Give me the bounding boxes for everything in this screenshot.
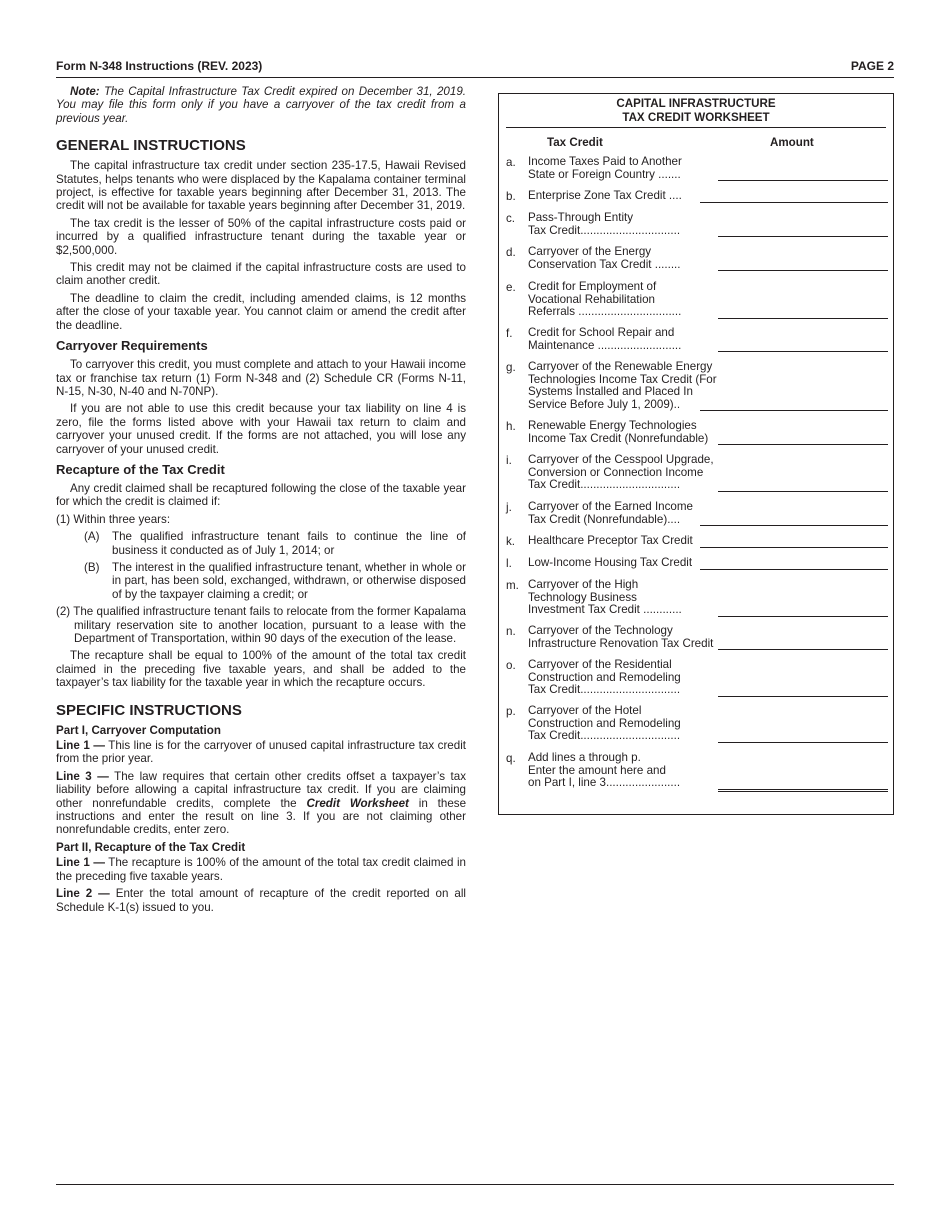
worksheet-row [506, 190, 888, 205]
worksheet-row [506, 420, 888, 447]
recapture-paragraph: Any credit claimed shall be recaptured following the close of the taxable year for which the credit is claimed if: [56, 481, 466, 509]
amount-input-line[interactable] [700, 410, 888, 411]
amount-input-line[interactable] [700, 547, 888, 548]
recapture-item-2: (2) The qualified infrastructure tenant fails to relocate from the former Kapalama military reservation site to another location, pursuant to a lease with the Department of Transportation, within 90 days of the execution of the lease. [56, 605, 466, 645]
worksheet-row [506, 501, 888, 528]
worksheet-row-description: Carryover of the Residential Construction and Remodeling Tax Credit............................... [528, 658, 681, 697]
worksheet-row-letter: d. [506, 246, 516, 259]
worksheet-row-letter: g. [506, 361, 516, 374]
worksheet-row-letter: b. [506, 190, 516, 203]
worksheet-row-description: Add lines a through p. Enter the amount here and on Part I, line 3....................... [528, 751, 681, 790]
worksheet-row [506, 535, 888, 550]
amount-input-line[interactable] [700, 525, 888, 526]
amount-input-line[interactable] [700, 202, 888, 203]
worksheet-row [506, 281, 888, 321]
general-paragraph: This credit may not be claimed if the capital infrastructure costs are used to claim another credit. [56, 261, 466, 288]
worksheet-row-letter: l. [506, 557, 512, 570]
worksheet-row [506, 752, 888, 792]
amount-input-line[interactable] [718, 696, 888, 697]
recapture-paragraph: The recapture shall be equal to 100% of the amount of the total tax credit claimed in the preceding five taxable years, and shall be added to the taxpayer’s tax liability for the taxable year in which the recapture occurs. [56, 649, 466, 690]
worksheet-row-description: Credit for Employment of Vocational Rehabilitation Referrals ................................ [528, 280, 682, 319]
worksheet-title: CAPITAL INFRASTRUCTURE TAX CREDIT WORKSHEET [506, 97, 886, 128]
recapture-heading: Recapture of the Tax Credit [56, 461, 225, 477]
worksheet-row-letter: m. [506, 579, 519, 592]
worksheet-row-description: Income Taxes Paid to Another State or Foreign Country ....... [528, 155, 682, 181]
amount-input-line[interactable] [718, 742, 888, 743]
worksheet-row-description: Pass-Through Entity Tax Credit............................... [528, 211, 681, 237]
amount-input-line[interactable] [718, 180, 888, 181]
worksheet-row-letter: n. [506, 625, 516, 638]
worksheet-row [506, 659, 888, 699]
recapture-subitem-b: (B) The interest in the qualified infrastructure tenant, whether in whole or in part, has been sold, exchanged, withdrawn, or otherwise disposed of by the taxpayer claiming a credit; or [84, 560, 466, 601]
part1-line3-instruction: Line 3 — The law requires that certain other credits offset a taxpayer’s tax liability before allowing a capital infrastructure tax credit. If you are claiming other nonrefundable credits, complete the Credit Worksheet in these instructions and enter the result on line 3. If you are not claiming other nonrefundable credits, enter zero. [56, 769, 467, 837]
page-number: PAGE 2 [850, 59, 894, 73]
amount-input-line[interactable] [700, 569, 888, 570]
tax-credit-worksheet [498, 93, 894, 815]
worksheet-row [506, 705, 888, 745]
worksheet-row-letter: c. [506, 212, 516, 225]
worksheet-row [506, 246, 888, 273]
worksheet-row [506, 454, 888, 494]
general-instructions-heading: GENERAL INSTRUCTIONS [56, 137, 246, 155]
worksheet-row-letter: p. [506, 705, 516, 718]
worksheet-row-letter: k. [506, 535, 516, 548]
worksheet-row [506, 156, 888, 183]
worksheet-row-description: Carryover of the Technology Infrastructure Renovation Tax Credit [528, 624, 714, 650]
page-header [56, 59, 894, 78]
worksheet-row [506, 557, 888, 572]
worksheet-row-letter: q. [506, 752, 516, 765]
footer-rule [56, 1184, 894, 1185]
worksheet-row [506, 327, 888, 354]
worksheet-row-letter: e. [506, 281, 516, 294]
general-paragraph: The capital infrastructure tax credit under section 235-17.5, Hawaii Revised Statutes, helps tenants who were displaced by the Kapalama container terminal project, is effective for taxable years beginning after December 31, 2013. The credit will not be available for taxable years beginning after December 31, 2019. [56, 159, 466, 213]
worksheet-row-description: Credit for School Repair and Maintenance .......................... [528, 326, 682, 352]
worksheet-row-description: Carryover of the Energy Conservation Tax Credit ........ [528, 245, 681, 271]
worksheet-row-letter: f. [506, 327, 513, 340]
amount-input-line[interactable] [718, 616, 888, 617]
carryover-heading: Carryover Requirements [56, 338, 208, 354]
carryover-paragraph: To carryover this credit, you must complete and attach to your Hawaii income tax or franchise tax return (1) Form N-348 and (2) Schedule CR (Forms N-11, N-15, N-30, N-40 and N-70NP). [56, 358, 466, 398]
worksheet-row-letter: a. [506, 156, 516, 169]
column-header-tax-credit: Tax Credit [547, 136, 603, 149]
worksheet-row-description: Enterprise Zone Tax Credit .... [528, 189, 682, 202]
worksheet-row-letter: h. [506, 420, 516, 433]
worksheet-row [506, 625, 888, 652]
part-2-heading: Part II, Recapture of the Tax Credit [56, 840, 246, 854]
amount-input-line[interactable] [718, 444, 888, 445]
part2-line2-instruction: Line 2 — Enter the total amount of recapture of the credit reported on all Schedule K-1(s) issued to you. [56, 887, 466, 914]
amount-input-line[interactable] [718, 491, 888, 492]
form-title: Form N-348 Instructions (REV. 2023) [56, 59, 263, 73]
worksheet-row-letter: i. [506, 454, 512, 467]
worksheet-row-description: Carryover of the High Technology Business Investment Tax Credit ............ [528, 578, 682, 617]
worksheet-row-description: Carryover of the Earned Income Tax Credit (Nonrefundable).... [528, 500, 693, 526]
expiration-note: Note: The Capital Infrastructure Tax Credit expired on December 31, 2019. You may file this form only if you have a carryover of the tax credit from a previous year. [56, 85, 466, 125]
amount-input-line[interactable] [718, 649, 888, 650]
worksheet-row [506, 361, 888, 413]
worksheet-row-letter: j. [506, 501, 512, 514]
worksheet-row [506, 579, 888, 619]
carryover-paragraph: If you are not able to use this credit because your tax liability on line 4 is zero, file the forms listed above with your Hawaii tax return to claim and carryover your unused credit. If the forms are not attached, you will lose any carryover of your unused credit. [56, 402, 466, 456]
general-paragraph: The deadline to claim the credit, including amended claims, is 12 months after the close of your taxable year. You cannot claim or amend the credit after the deadline. [56, 291, 466, 332]
amount-input-line[interactable] [718, 270, 888, 271]
general-paragraph: The tax credit is the lesser of 50% of the capital infrastructure costs paid or incurred by a qualified infrastructure tenant during the taxable year or $2,500,000. [56, 216, 466, 257]
instructions-column [56, 85, 466, 918]
recapture-item-1: (1) Within three years: [56, 512, 171, 526]
amount-input-line[interactable] [718, 318, 888, 319]
worksheet-row-description: Carryover of the Hotel Construction and Remodeling Tax Credit............................... [528, 704, 681, 743]
worksheet-row [506, 212, 888, 239]
amount-input-line[interactable] [718, 351, 888, 352]
worksheet-row-description: Carryover of the Renewable Energy Technologies Income Tax Credit (For Systems Installed and Placed In Service Before July 1, 2009).. [528, 360, 717, 411]
worksheet-row-description: Healthcare Preceptor Tax Credit [528, 534, 693, 547]
amount-input-line[interactable] [718, 236, 888, 237]
part1-line1-instruction: Line 1 — This line is for the carryover of unused capital infrastructure tax credit from the prior year. [56, 739, 466, 766]
worksheet-row-description: Renewable Energy Technologies Income Tax Credit (Nonrefundable) [528, 419, 709, 445]
worksheet-row-letter: o. [506, 659, 516, 672]
amount-input-line[interactable] [718, 789, 888, 792]
worksheet-row-description: Carryover of the Cesspool Upgrade, Conversion or Connection Income Tax Credit............................... [528, 453, 714, 492]
worksheet-row-description: Low-Income Housing Tax Credit [528, 556, 693, 569]
specific-instructions-heading: SPECIFIC INSTRUCTIONS [56, 701, 242, 719]
part-1-heading: Part I, Carryover Computation [56, 723, 221, 737]
column-header-amount: Amount [770, 136, 814, 149]
recapture-subitem-a: (A) The qualified infrastructure tenant fails to continue the line of business it conducted as of July 1, 2014; or [84, 530, 466, 557]
part2-line1-instruction: Line 1 — The recapture is 100% of the amount of the total tax credit claimed in the preceding five taxable years. [56, 856, 466, 883]
